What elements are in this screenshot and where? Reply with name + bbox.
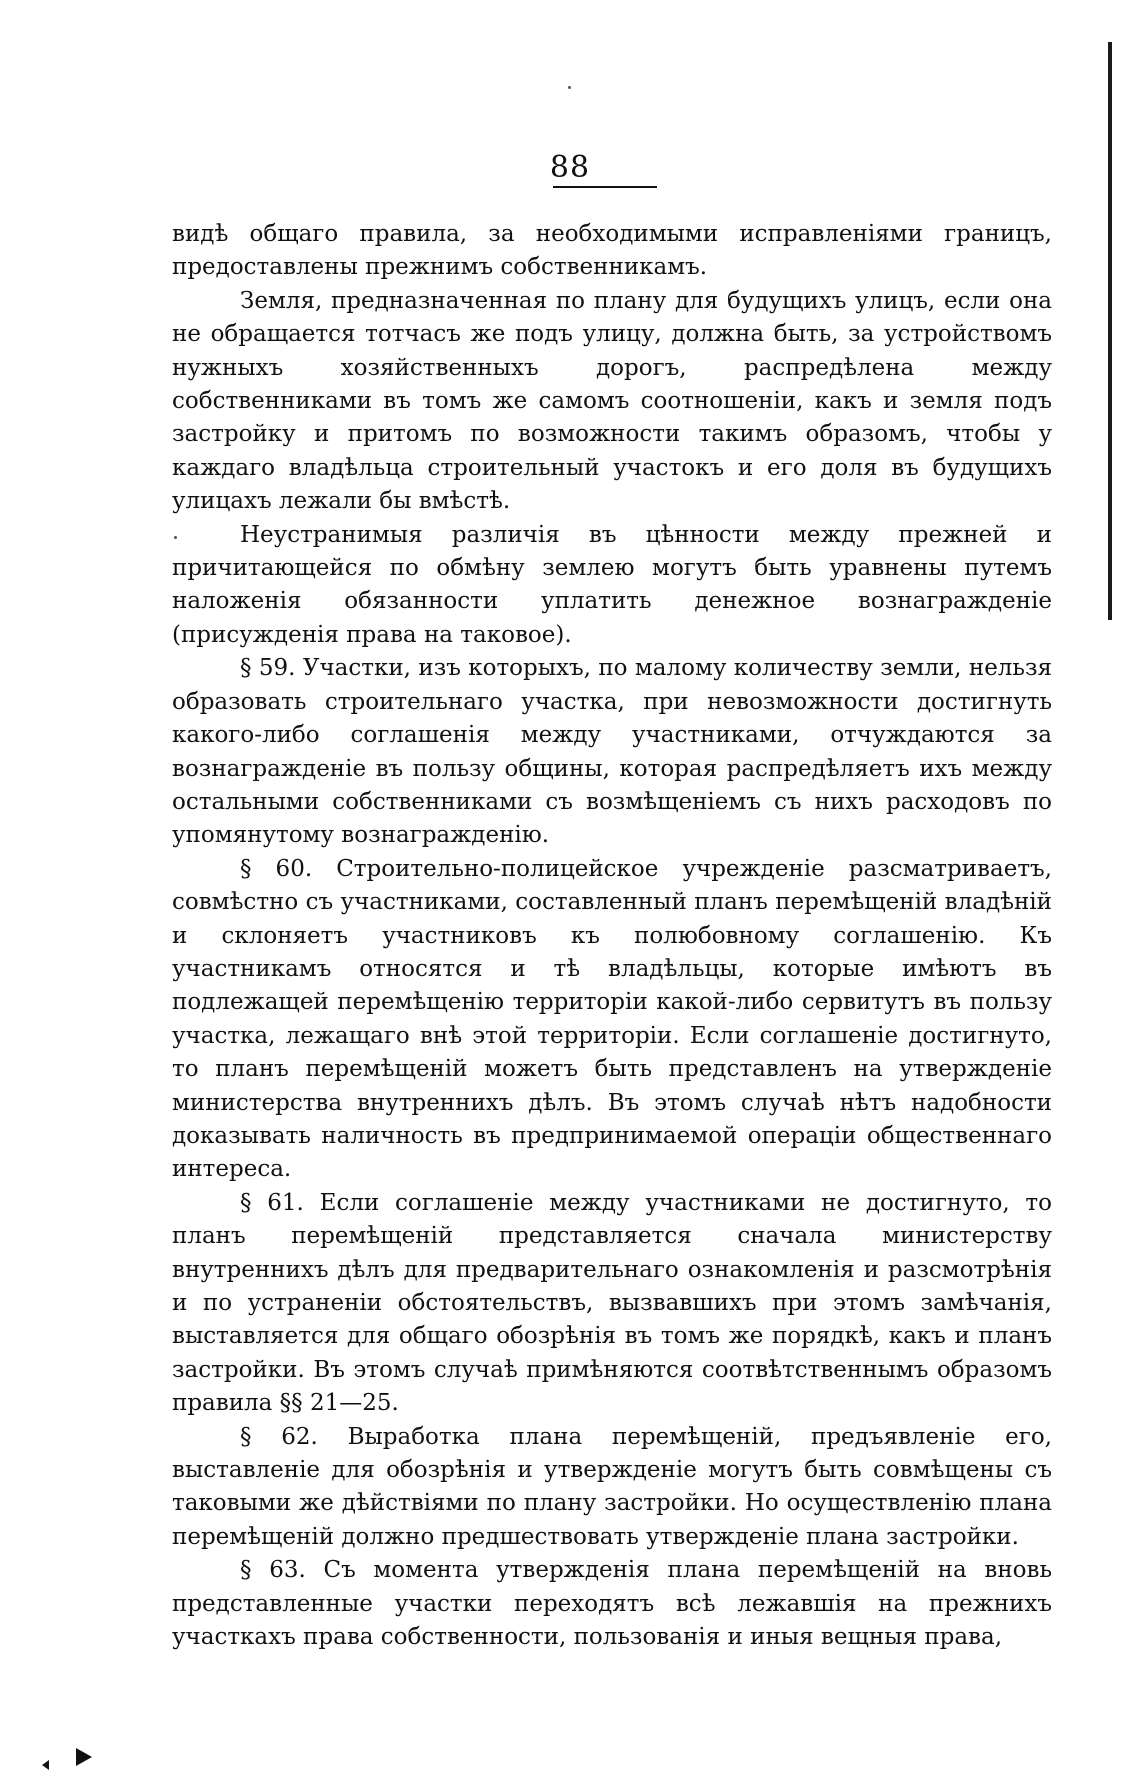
paragraph-section-60: § 60. Строительно-полицейское учрежденіе разсматриваетъ, совмѣстно съ участниками, составленный планъ перемѣщеній владѣній и склоняетъ участниковъ къ полюбовному соглашенію. Къ участникамъ относятся и тѣ владѣльцы, которые имѣютъ въ подлежащей перемѣщенію территоріи какой-либо сервитутъ въ пользу участка, лежащаго внѣ этой территоріи. Если соглашеніе достигнуто, то планъ перемѣщеній можетъ быть представленъ на утвержденіе министерства внутреннихъ дѣлъ. Въ этомъ случаѣ нѣтъ надобности доказывать наличность въ предпринимаемой операціи общественнаго интереса. — [172, 855, 1052, 1183]
margin-binding-line — [1108, 42, 1112, 620]
paragraph-section-61: § 61. Если соглашеніе между участниками не достигнуто, то планъ перемѣщеній представляется сначала министерству внутреннихъ дѣлъ для предварительнаго ознакомленія и разсмотрѣнія и по устраненіи обстоятельствъ, вызвавшихъ при этомъ замѣчанія, выставляется для общаго обозрѣнія въ томъ же порядкѣ, какъ и планъ застройки. Въ этомъ случаѣ примѣняются соотвѣтственнымъ образомъ правила §§ 21—25. — [172, 1189, 1052, 1417]
speck — [568, 86, 571, 89]
corner-mark-arrow — [76, 1748, 92, 1766]
paragraph-future-streets: Земля, предназначенная по плану для будущихъ улицъ, если она не обращается тотчасъ же подъ улицу, должна быть, за устройствомъ нужныхъ хозяйственныхъ дорогъ, распредѣлена между собственниками въ томъ же самомъ соотношеніи, какъ и земля подъ застройку и притомъ по возможности такимъ образомъ, чтобы у каждаго владѣльца строительный участокъ и его доля въ будущихъ улицахъ лежали бы вмѣстѣ. — [172, 287, 1052, 515]
page-number-underline — [553, 186, 657, 188]
corner-mark-small — [42, 1760, 49, 1770]
page-text — [172, 218, 1052, 1654]
speck — [174, 536, 177, 539]
paragraph-section-63: § 63. Съ момента утвержденія плана перемѣщеній на вновь представленные участки переходятъ всѣ лежавшія на прежнихъ участкахъ права собственности, пользованія и иныя вещныя права, — [172, 1557, 1052, 1651]
paragraph-value-differences: Неустранимыя различія въ цѣнности между прежней и причитающейся по обмѣну землею могутъ быть уравнены путемъ наложенія обязанности уплатить денежное вознагражденіе (присужденія права на таковое). — [172, 521, 1052, 648]
paragraph-section-62: § 62. Выработка плана перемѣщеній, предъявленіе его, выставленіе для обозрѣнія и утвержденіе могутъ быть совмѣщены съ таковыми же дѣйствіями по плану застройки. Но осуществленію плана перемѣщеній должно предшествовать утвержденіе плана застройки. — [172, 1423, 1052, 1550]
paragraph-continuation: видѣ общаго правила, за необходимыми исправленіями границъ, предоставлены прежнимъ собственникамъ. — [172, 221, 1052, 281]
page-number: 88 — [549, 150, 591, 185]
paragraph-section-59: § 59. Участки, изъ которыхъ, по малому количеству земли, нельзя образовать строительнаго участка, при невозможности достигнуть какого-либо соглашенія между участниками, отчуждаются за вознагражденіе въ пользу общины, которая распредѣляетъ ихъ между остальными собственниками съ возмѣщеніемъ съ нихъ расходовъ по упомянутому вознагражденію. — [172, 655, 1052, 849]
